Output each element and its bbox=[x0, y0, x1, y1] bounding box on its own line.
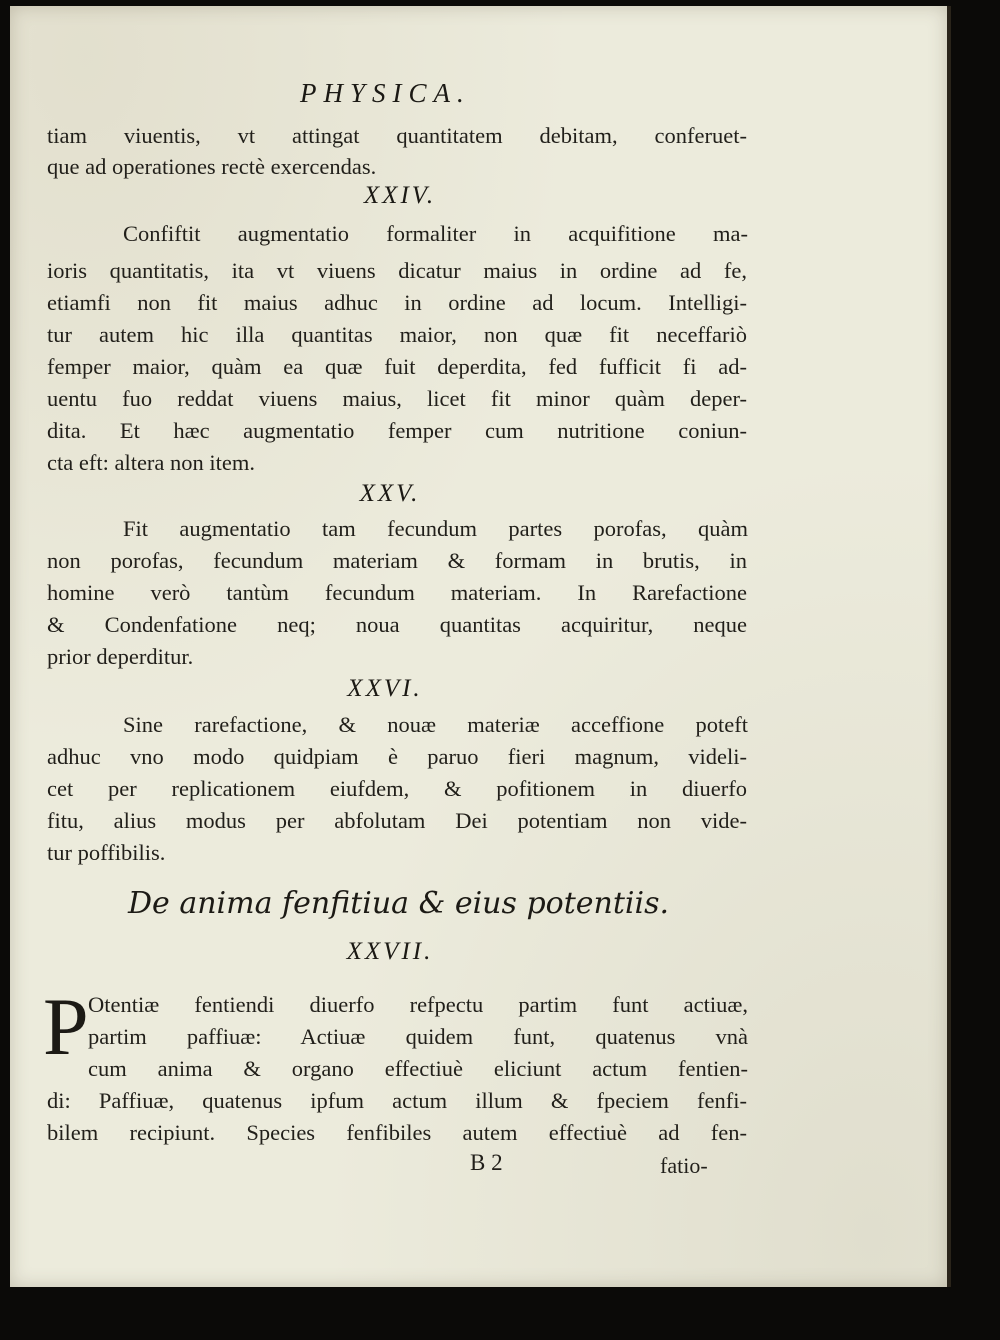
page-edge bbox=[947, 6, 951, 1287]
text-line: Otentiæ fentiendi diuerfo refpectu partim funt actiuæ, bbox=[88, 992, 748, 1017]
text-line: Sine rarefactione, & nouæ materiæ acceffione poteft bbox=[123, 712, 748, 737]
text-line: adhuc vno modo quidpiam è paruo fieri magnum, videli- bbox=[47, 744, 747, 769]
section-number-24: XXIV. bbox=[363, 182, 437, 209]
text-line: & Condenfatione neq; noua quantitas acquiritur, neque bbox=[47, 612, 747, 637]
section-number-26: XXVI. bbox=[347, 675, 423, 702]
text-line: homine verò tantùm fecundum materiam. In Rarefactione bbox=[47, 580, 747, 605]
text-line: cet per replicationem eiufdem, & pofitionem in diuerfo bbox=[47, 776, 747, 801]
text-line: Confiftit augmentatio formaliter in acquifitione ma- bbox=[123, 221, 748, 246]
text-line: prior deperditur. bbox=[47, 644, 194, 669]
section-number-25: XXV. bbox=[359, 480, 421, 507]
section-number-27: XXVII. bbox=[346, 938, 434, 965]
text-line: que ad operationes rectè exercendas. bbox=[47, 154, 377, 179]
book-page bbox=[10, 6, 947, 1287]
text-line: di: Paffiuæ, quatenus ipfum actum illum & fpeciem fenfi- bbox=[47, 1088, 747, 1113]
text-line: non porofas, fecundum materiam & formam in brutis, in bbox=[47, 548, 747, 573]
text-line: tur poffibilis. bbox=[47, 840, 166, 865]
text-line: uentu fuo reddat viuens maius, licet fit minor quàm deper- bbox=[47, 386, 747, 411]
text-line: partim paffiuæ: Actiuæ quidem funt, quatenus vnà bbox=[88, 1024, 748, 1049]
text-line: etiamfi non fit maius adhuc in ordine ad locum. Intelligi- bbox=[47, 290, 747, 315]
text-line: femper maior, quàm ea quæ fuit deperdita, fed fufficit fi ad- bbox=[47, 354, 747, 379]
catchword: fatio- bbox=[660, 1153, 708, 1178]
text-line: dita. Et hæc augmentatio femper cum nutritione coniun- bbox=[47, 418, 747, 443]
text-line: cum anima & organo effectiuè eliciunt actum fentien- bbox=[88, 1056, 748, 1081]
text-line: fitu, alius modus per abfolutam Dei potentiam non vide- bbox=[47, 808, 747, 833]
text-line: Fit augmentatio tam fecundum partes porofas, quàm bbox=[123, 516, 748, 541]
text-line: tiam viuentis, vt attingat quantitatem debitam, conferuet- bbox=[47, 123, 747, 148]
text-line: tur autem hic illa quantitas maior, non quæ fit neceffariò bbox=[47, 322, 747, 347]
signature-mark: B 2 bbox=[470, 1150, 503, 1175]
chapter-heading: De anima fenfitiua & eius potentiis. bbox=[128, 886, 670, 921]
text-line: bilem recipiunt. Species fenfibiles autem effectiuè ad fen- bbox=[47, 1120, 747, 1145]
drop-cap: P bbox=[43, 981, 89, 1072]
page-text bbox=[10, 6, 947, 1287]
text-line: ioris quantitatis, ita vt viuens dicatur maius in ordine ad fe, bbox=[47, 258, 747, 283]
text-line: cta eft: altera non item. bbox=[47, 450, 256, 475]
running-head: PHYSICA. bbox=[300, 78, 471, 108]
